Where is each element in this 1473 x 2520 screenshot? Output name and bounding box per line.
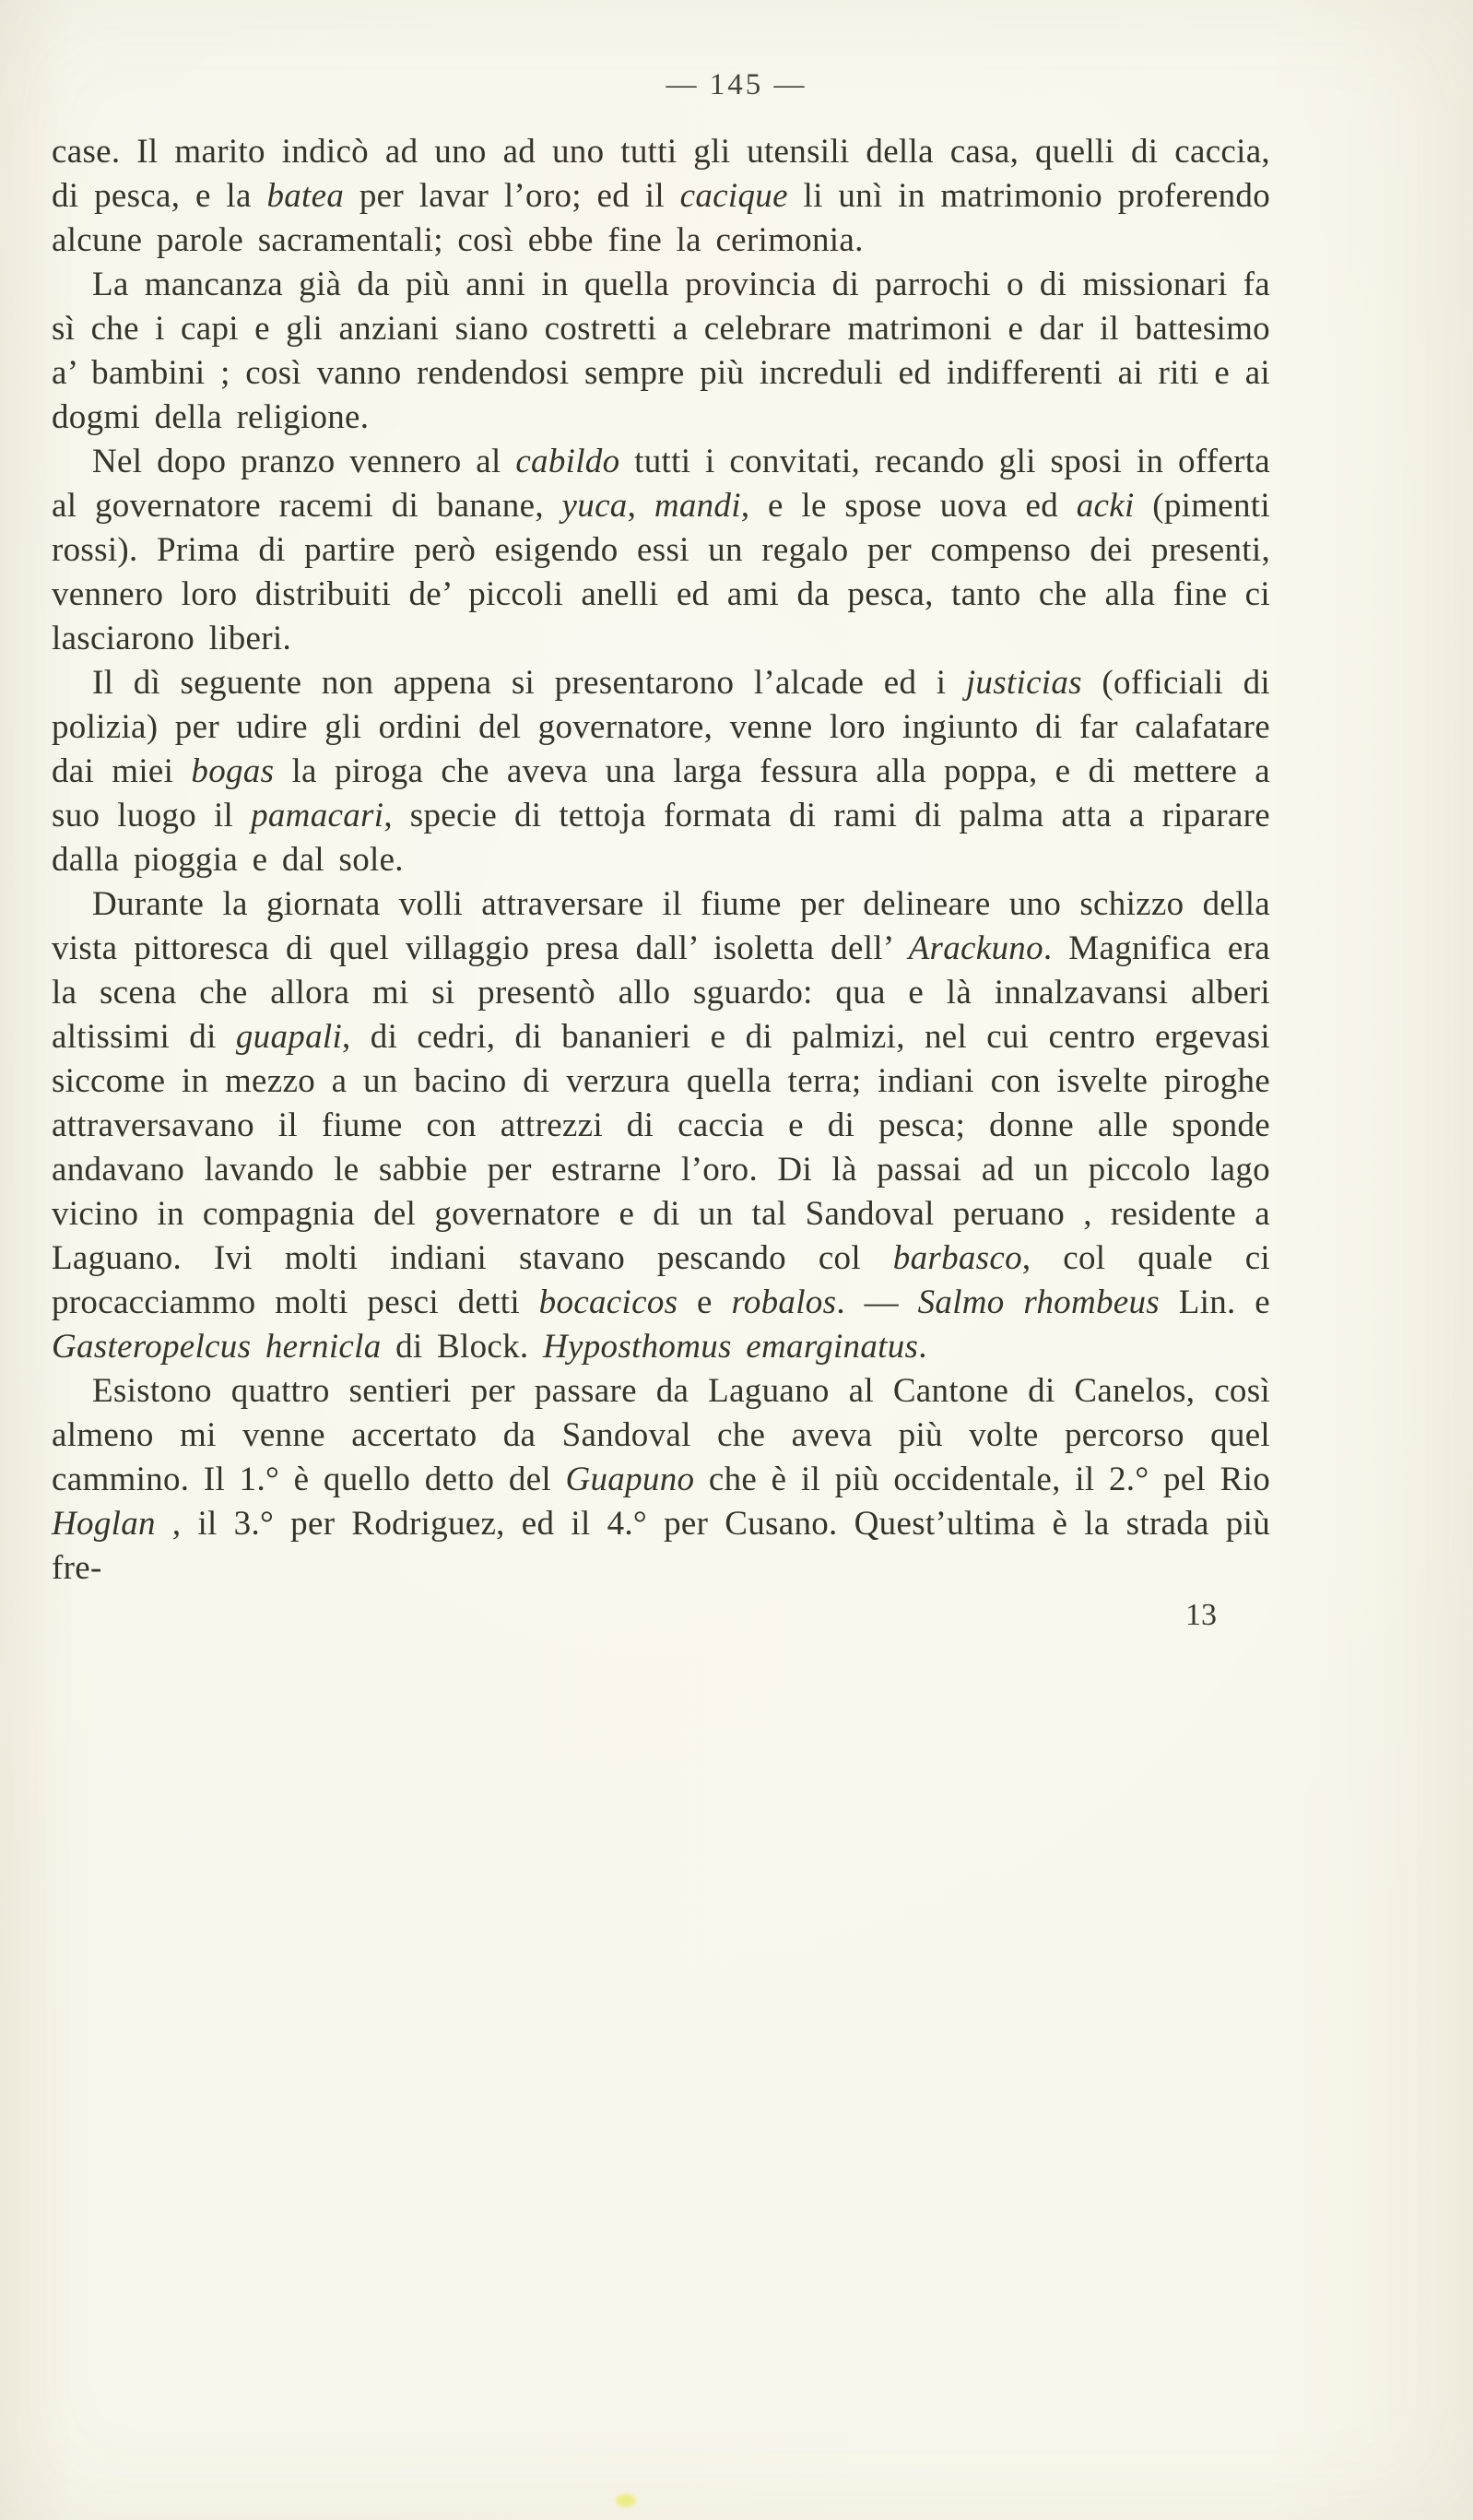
paragraph-5: Durante la giornata volli attraversare il fiume per delineare uno schizzo della vista pittoresca di quel villaggio presa dall’ isoletta dell’ Arackuno. Magnifica era la scena che allora mi si presentò allo sguardo: qua e là innalzavansi alberi altissimi di guapali, di cedri, di bananieri e di palmizi, nel cui centro ergevasi siccome in mezzo a un bacino di verzura quella terra; indiani con isvelte piroghe attraversavano il fiume con attrezzi di caccia e di pesca; donne alle sponde andavano lavando le sabbie per estrarne l’oro. Di là passai ad un piccolo lago vicino in compagnia del governatore e di un tal Sandoval peruano , residente a Laguano. Ivi molti indiani stavano pescando col barbasco, col quale ci procacciammo molti pesci detti bocacicos e robalos. — Salmo rhombeus Lin. e Gasteropelcus hernicla di Block. Hyposthomus emarginatus. [52, 885, 1271, 1366]
signature-number: 13 [1185, 1598, 1217, 1632]
paragraph-3: Nel dopo pranzo vennero al cabildo tutti i convitati, recando gli sposi in offerta al governatore racemi di banane, yuca, mandi, e le spose uova ed acki (pimenti rossi). Prima di partire però esigendo essi un regalo per compenso dei presenti, vennero loro distribuiti de’ piccoli anelli ed ami da pesca, tanto che alla fine ci lasciarono liberi. [52, 443, 1270, 657]
page-text [52, 130, 1270, 1591]
page-footer [52, 1598, 1270, 1633]
scan-speck [616, 2494, 636, 2507]
paragraph-6: Esistono quattro sentieri per passare da Laguano al Cantone di Canelos, così almeno mi venne accertato da Sandoval che aveva più volte percorso quel cammino. Il 1.° è quello detto del Guapuno che è il più occidentale, il 2.° pel Rio Hoglan , il 3.° per Rodriguez, ed il 4.° per Cusano. Quest’ultima è la strada più fre- [52, 1372, 1271, 1587]
page-number: — 145 — [666, 68, 807, 101]
paragraph-1: case. Il marito indicò ad uno ad uno tutti gli utensili della casa, quelli di caccia, di pesca, e la batea per lavar l’oro; ed il cacique li unì in matrimonio proferendo alcune parole sacramentali; così ebbe fine la cerimonia. [52, 133, 1270, 259]
paragraph-4: Il dì seguente non appena si presentarono l’alcade ed i justicias (officiali di polizia) per udire gli ordini del governatore, venne loro ingiunto di far calafatare dai miei bogas la piroga che aveva una larga fessura alla poppa, e di mettere a suo luogo il pamacari, specie di tettoja formata di rami di palma atta a riparare dalla pioggia e dal sole. [52, 664, 1271, 879]
page-header [0, 0, 1473, 102]
paragraph-2: La mancanza già da più anni in quella provincia di parrochi o di missionari fa sì che i capi e gli anziani siano costretti a celebrare matrimoni e dar il battesimo a’ bambini ; così vanno rendendosi sempre più increduli ed indifferenti ai riti e ai dogmi della religione. [52, 266, 1270, 436]
